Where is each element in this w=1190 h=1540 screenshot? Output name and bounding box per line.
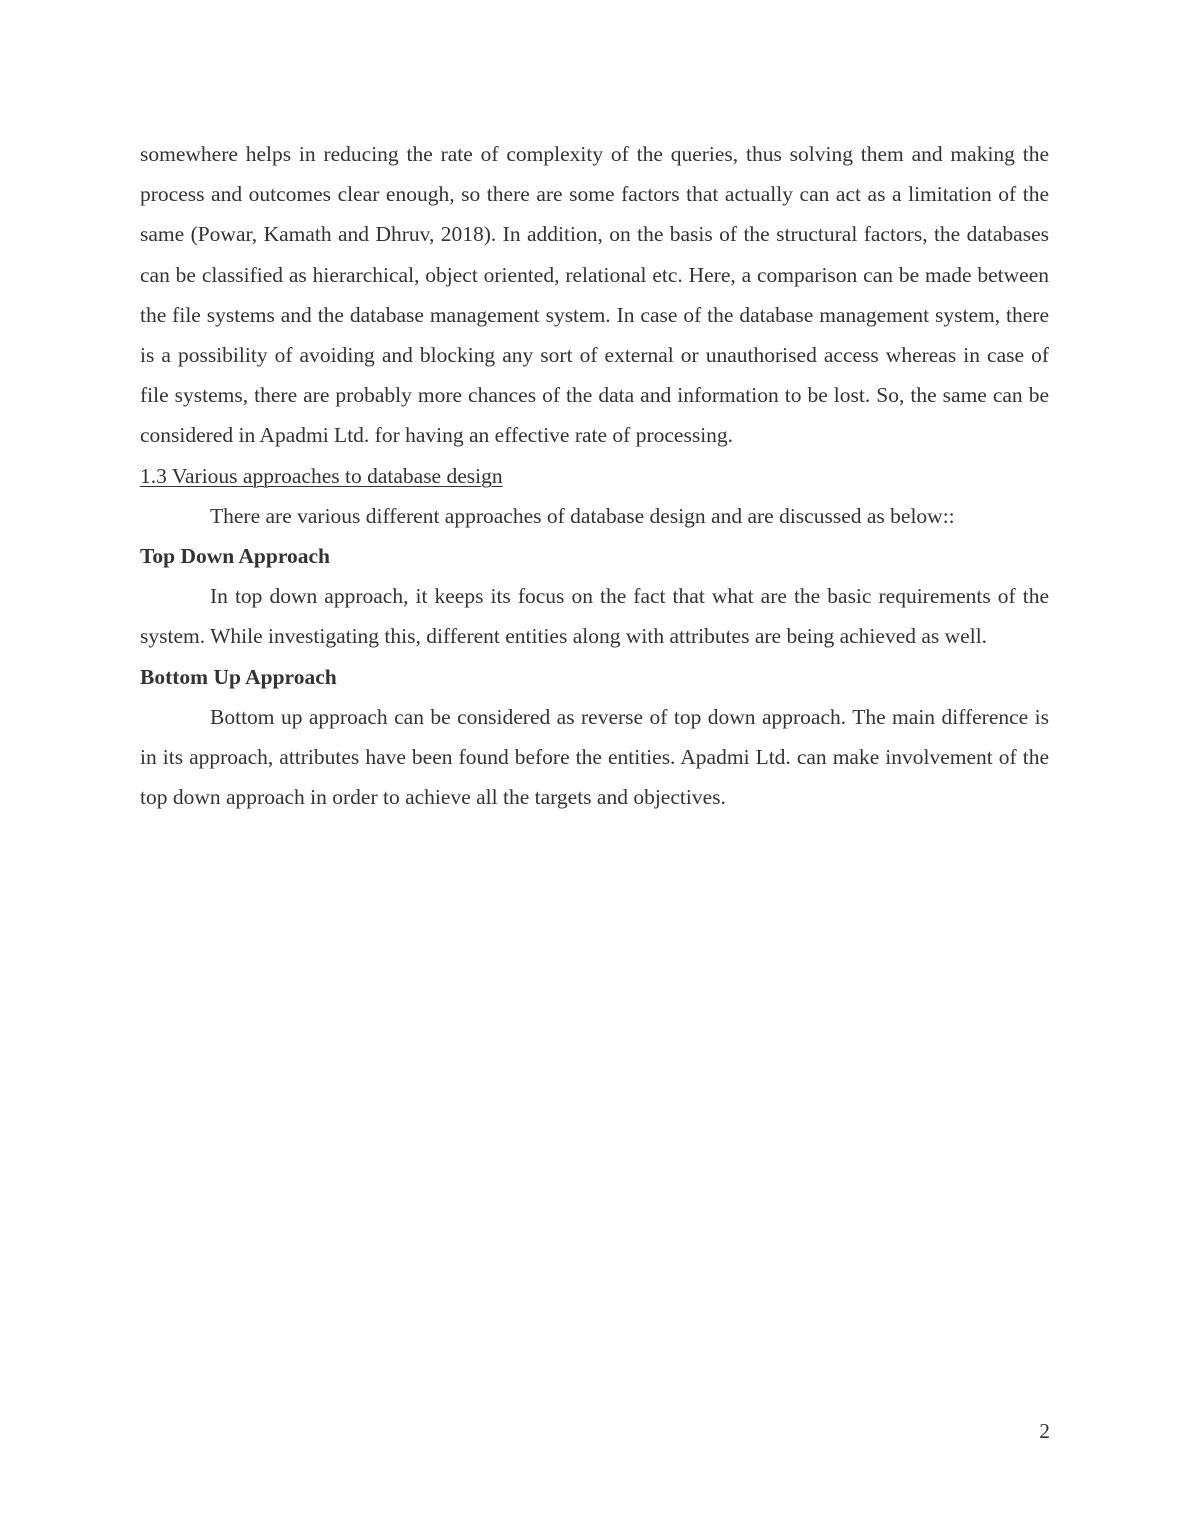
top-down-heading: Top Down Approach: [140, 544, 330, 569]
approaches-intro-paragraph: There are various different approaches of database design and are discussed as below::: [210, 503, 955, 528]
intro-paragraph: somewhere helps in reducing the rate of complexity of the queries, thus solving them and making the process and outcomes clear enough, so there are some factors that actually can act as a limitation of the same (Powar, Kamath and Dhruv, 2018). In addition, on the basis of the structural factors, the databases can be classified as hierarchical, object oriented, relational etc. Here, a comparison can be made between the file systems and the database management system. In case of the database management system, there is a possibility of avoiding and blocking any sort of external or unauthorised access whereas in case of file systems, there are probably more chances of the data and information to be lost. So, the same can be considered in Apadmi Ltd. for having an effective rate of processing.: [140, 142, 1049, 448]
section-heading: 1.3 Various approaches to database design: [140, 463, 503, 488]
page-number: 2: [1039, 1419, 1050, 1443]
top-down-paragraph: In top down approach, it keeps its focus on the fact that what are the basic requirements of the system. While investigating this, different entities along with attributes are being achieved as well.: [140, 584, 1049, 649]
page-content: [140, 134, 1049, 817]
bottom-up-heading: Bottom Up Approach: [140, 664, 337, 689]
bottom-up-paragraph: Bottom up approach can be considered as reverse of top down approach. The main difference is in its approach, attributes have been found before the entities. Apadmi Ltd. can make involvement of the top down approach in order to achieve all the targets and objectives.: [140, 704, 1049, 810]
